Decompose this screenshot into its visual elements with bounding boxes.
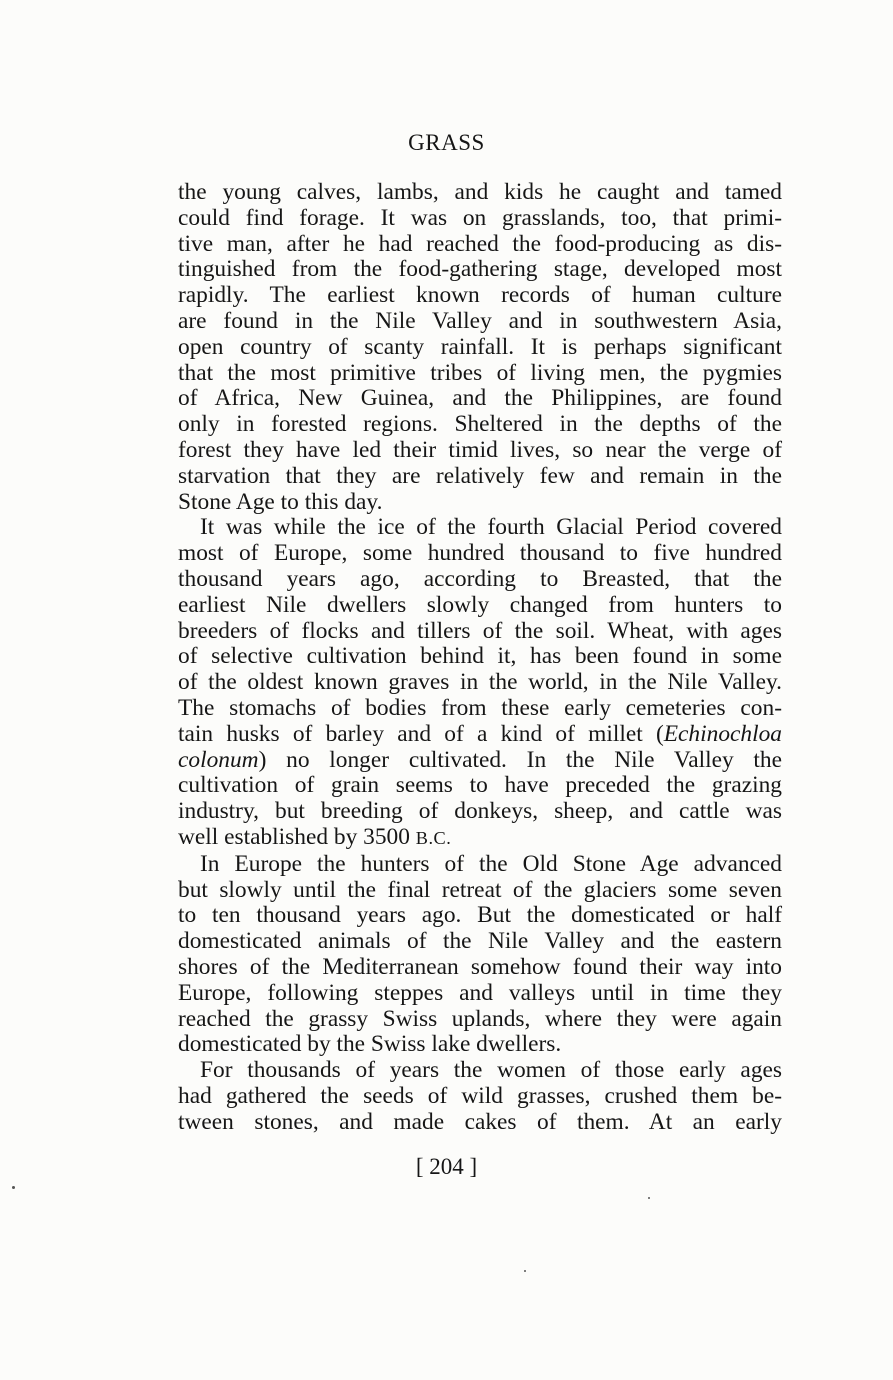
text-line: only in forested regions. Sheltered in the depths of the	[178, 411, 782, 438]
text-line: colonum) no longer cultivated. In the Nile Valley the	[178, 746, 782, 773]
paragraph	[178, 180, 782, 515]
body-text	[178, 180, 782, 1135]
text-line: open country of scanty rainfall. It is perhaps significant	[178, 333, 782, 360]
text-line: domesticated animals of the Nile Valley and the eastern	[178, 928, 782, 955]
text-line: breeders of flocks and tillers of the soil. Wheat, with ages	[178, 617, 782, 644]
text-line: of selective cultivation behind it, has been found in some	[178, 643, 782, 670]
text-line: tween stones, and made cakes of them. At an early	[178, 1108, 782, 1135]
paragraph	[178, 1058, 782, 1135]
text-line: could find forage. It was on grasslands, too, that primi-	[178, 204, 782, 231]
scan-speck	[648, 1197, 650, 1199]
scan-speck	[524, 1270, 526, 1272]
text-line: domesticated by the Swiss lake dwellers.	[178, 1031, 562, 1058]
text-line: reached the grassy Swiss uplands, where they were again	[178, 1005, 782, 1032]
text-line: thousand years ago, according to Breasted, that the	[178, 565, 782, 592]
text-line: In Europe the hunters of the Old Stone Age advanced	[200, 850, 782, 877]
page-number: [ 204 ]	[415, 1154, 478, 1179]
text-line: that the most primitive tribes of living men, the pygmies	[178, 359, 782, 386]
text-line: tive man, after he had reached the food-producing as dis-	[178, 230, 782, 257]
text-line: rapidly. The earliest known records of human culture	[178, 282, 782, 309]
text-line: It was while the ice of the fourth Glacial Period covered	[200, 514, 782, 541]
text-line: industry, but breeding of donkeys, sheep, and cattle was	[178, 798, 782, 825]
text-line: tinguished from the food-gathering stage, developed most	[178, 256, 782, 283]
paragraph	[178, 852, 782, 1058]
text-line: forest they have led their timid lives, so near the verge of	[178, 436, 782, 463]
text-line: cultivation of grain seems to have preceded the grazing	[178, 772, 782, 799]
text-line: had gathered the seeds of wild grasses, crushed them be-	[178, 1082, 782, 1109]
scan-speck	[12, 1186, 15, 1189]
text-line: starvation that they are relatively few and remain in the	[178, 462, 782, 489]
text-line: shores of the Mediterranean somehow found their way into	[178, 953, 782, 980]
text-line: are found in the Nile Valley and in southwestern Asia,	[178, 307, 782, 334]
text-line: well established by 3500 B.C.	[178, 823, 452, 850]
text-line: tain husks of barley and of a kind of millet (Echinochloa	[178, 720, 782, 747]
text-line: earliest Nile dwellers slowly changed from hunters to	[178, 591, 782, 618]
text-line: Stone Age to this day.	[178, 488, 383, 515]
text-line: The stomachs of bodies from these early cemeteries con-	[178, 694, 782, 721]
text-line: but slowly until the final retreat of the glaciers some seven	[178, 876, 782, 903]
text-line: For thousands of years the women of those early ages	[200, 1057, 782, 1084]
running-head: GRASS	[408, 130, 485, 155]
text-line: to ten thousand years ago. But the domesticated or half	[178, 902, 782, 929]
text-line: of Africa, New Guinea, and the Philippines, are found	[178, 385, 782, 412]
text-line: the young calves, lambs, and kids he caught and tamed	[178, 179, 782, 205]
text-line: most of Europe, some hundred thousand to five hundred	[178, 540, 782, 567]
text-line: Europe, following steppes and valleys until in time they	[178, 979, 782, 1006]
paragraph	[178, 515, 782, 851]
text-line: of the oldest known graves in the world, in the Nile Valley.	[178, 669, 782, 696]
